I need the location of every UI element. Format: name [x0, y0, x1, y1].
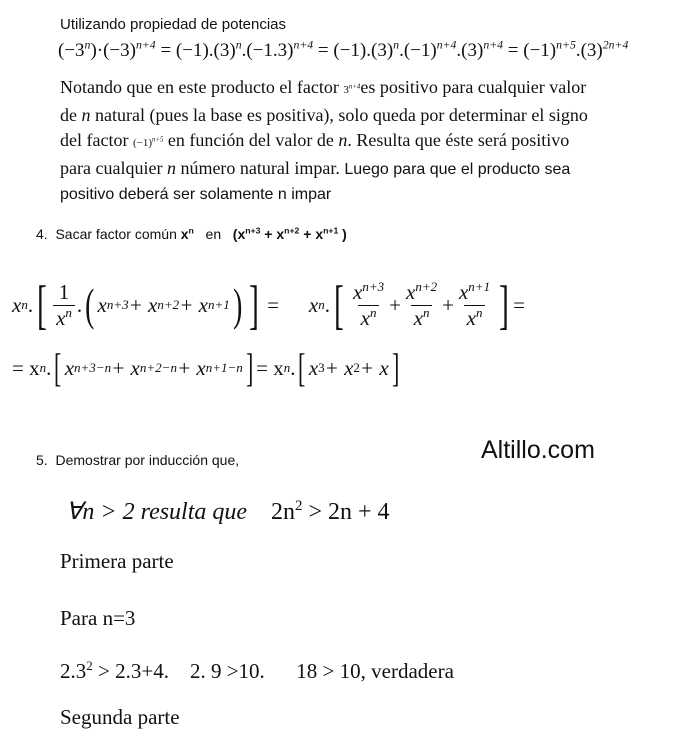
fraction-one-over-xn: $\frac{1}{x^n}$ [53, 280, 75, 331]
item-4-heading: 4. Sacar factor común $x^n$ en ($x^{n+3} + x^{n+2} + x^{n+1}$ ) [36, 225, 347, 242]
paragraph-line-1: Notando que en este producto el factor $3^{n+4}es$ positivo para cualquier valor [60, 77, 587, 97]
paragraph-line-5: positivo deberá ser solamente n impar [60, 186, 332, 203]
paragraph-line-3: del factor $(-1)^{n+5}$ en función del valor de n. Resulta que éste será positivo [60, 130, 570, 150]
factor-equation-line-1: x n . [ $\frac{1}{x^n}$ . ( x n+3 + x n+2 + x n+1 ) ] = x n . [ $\frac{x^{n+3}}{x^n}$ + $\frac{x^{n+2}}{x^n}$ + $\frac{x^{n+1}}{x^n}$ ] = [12, 275, 525, 335]
intro-label: Utilizando propiedad de potencias [60, 16, 286, 33]
base-case-label: Para n=3 [60, 606, 136, 630]
first-part-heading: Primera parte [60, 549, 174, 573]
second-part-heading: Segunda parte [60, 705, 180, 729]
explanation-paragraph [60, 75, 588, 207]
base-case-calculation: $2.3^2 > 2.3+4$. 2. 9 >10. 18 > 10, verdadera [60, 658, 454, 683]
power-equation: $(-3^n)\cdot(-3)^{n+4} = (-1).(3)^n.(-1.3)^{n+4} = (-1).(3)^n.(-1)^{n+4}.(3)^{n+4} = (-1)^{n+5}.(3)^{2n+4}$ [58, 38, 629, 61]
item-5-heading: 5. Demostrar por inducción que, [36, 452, 240, 468]
factor-equation-line-2: = x n . [ x n+3−n + x n+2−n + x n+1−n ] = x n . [ x 3 + x 2 + x ] [12, 345, 400, 390]
induction-statement: ∀n > 2 resulta que $2n^2 > 2n + 4$ [66, 498, 390, 525]
watermark-text: Altillo.com [481, 436, 595, 464]
paragraph-line-4: para cualquier n número natural impar. Luego para que el producto sea [60, 158, 571, 178]
paragraph-line-2: de n natural (pues la base es positiva), solo queda por determinar el signo [60, 105, 588, 125]
